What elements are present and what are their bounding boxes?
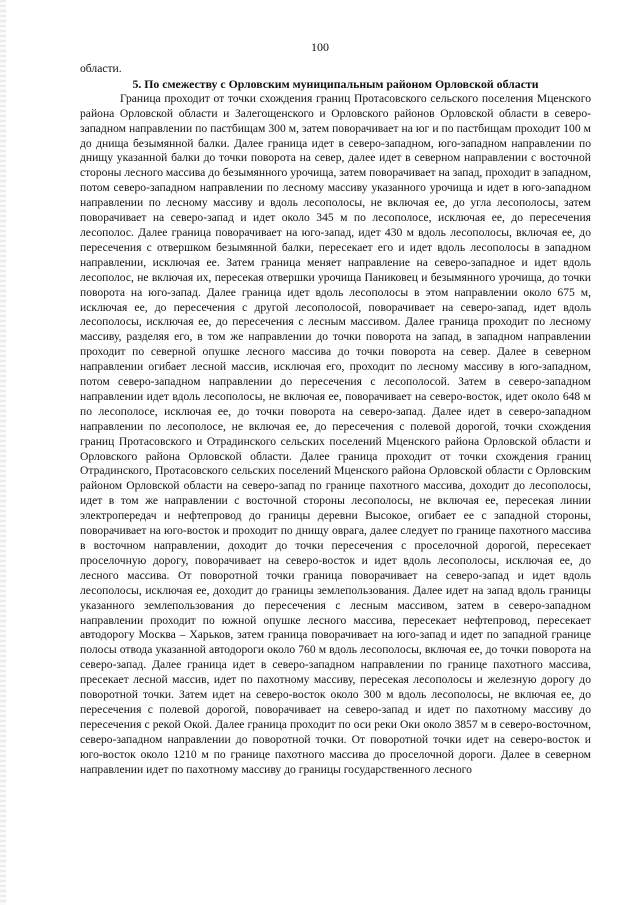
- lead-text: области.: [80, 62, 122, 75]
- scan-edge-artifact: [0, 0, 6, 905]
- body-paragraph: Граница проходит от точки схождения границ Протасовского сельского поселения Мценского района Орловской области и Залегощенского и Орловского районов Орловской области в северо-западном направлении по пастбищам 300 м, затем поворачивает на юг и по пастбищам проходит 100 м до днища безымянной балки. Далее граница идет в северо-западном, юго-западном направлении по днищу указанной балки до точки поворота на север, далее идет в северном направлении с восточной стороны лесного массива до безымянного урочища, затем поворачивает на запад, проходит в западном, потом северо-западном направлении по лесному массиву указанного урочища и идет в юго-западном направлении по лесному массиву и вдоль лесополосы, не включая ее, до угла лесополосы, затем поворачивает на северо-запад и идет около 345 м по лесополосе, исключая ее, до пересечения лесополос. Далее граница поворачивает на юго-запад, идет 430 м вдоль лесополосы, включая ее, до пересечения с отвершком безымянной балки, пересекает его и идет вдоль лесополосы в западном направлении, исключая ее. Затем граница меняет направление на северо-западное и идет вдоль лесополос, не включая их, пересекая отвершки урочища Паниковец и безымянного урочища, до точки поворота на юго-запад. Далее граница идет вдоль лесополосы в этом направлении около 675 м, исключая ее, до пересечения с другой лесополосой, поворачивает на северо-запад, идет вдоль лесополосы, исключая ее, до пересечения с лесным массивом. Далее граница проходит по лесному массиву, разделяя его, в том же направлении до точки поворота на запад, в западном направлении проходит по северной опушке лесного массива до точки поворота на север. Далее в северном направлении огибает лесной массив, исключая его, проходит по лесному массиву в юго-западном, потом северо-западном направлении до пересечения с лесополосой. Затем в северо-западном направлении идет вдоль лесополосы, не включая ее, поворачивает на северо-восток, идет около 648 м по лесополосе, исключая ее, до точки поворота на северо-запад. Далее идет в северо-западном направлении по лесополосе, не включая ее, до пересечения с полевой дорогой, точки схождения границ Протасовского и Отрадинского сельских поселений Мценского района Орловской области и Орловского района Орловской области. Далее граница проходит от точки схождения границ Отрадинского, Протасовского сельских поселений Мценского района Орловской области с Орловским районом Орловской области на северо-запад по границе пахотного массива, доходит до лесополосы, идет в том же направлении с восточной стороны лесополосы, не включая ее, пересекая линии электропередач и нефтепровод до границы деревни Высокое, огибает ее с западной стороны, поворачивает на юго-восток и проходит по днищу оврага, далее следует по границе пахотного массива в восточном направлении, доходит до точки пересечения с проселочной дорогой, пересекает проселочную дорогу, поворачивает на северо-восток и идет вдоль лесополосы, исключая ее, до лесного массива. От поворотной точки граница поворачивает на северо-запад и идет вдоль лесополосы, исключая ее, доходит до границы землепользования. Далее идет на запад вдоль границы указанного землепользования до пересечения с лесным массивом, затем в северо-западном направлении проходит по южной опушке лесного массива, пересекает нефтепровод, пересекает автодорогу Москва – Харьков, затем граница поворачивает на юго-запад и идет по западной границе полосы отвода указанной автодороги около 760 м вдоль лесополосы, включая ее, до точки поворота на северо-запад. Далее граница идет в северо-западном направлении по границе пахотного массива, пресекает лесной массив, идет по пахотному массиву, пересекая лесополосы и железную дорогу до поворотной точки. Затем идет на северо-восток около 300 м вдоль лесополосы, не включая ее, до пересечения с полевой дорогой, поворачивает на северо-запад и идет по пахотному массиву до пересечения с рекой Окой. Далее граница проходит по оси реки Оки около 3857 м в северо-восточном, северо-западном направлении до поворотной точки. От поворотной точки идет на северо-восток и юго-восток около 1210 м по границе пахотного массива до проселочной дороги. Далее в северном направлении идет по пахотному массиву до границы государственного лесного: [80, 91, 591, 776]
- page-content: [80, 62, 591, 778]
- page-number: 100: [311, 40, 329, 54]
- section-heading: 5. По смежеству с Орловским муниципальным районом Орловской области: [132, 76, 539, 91]
